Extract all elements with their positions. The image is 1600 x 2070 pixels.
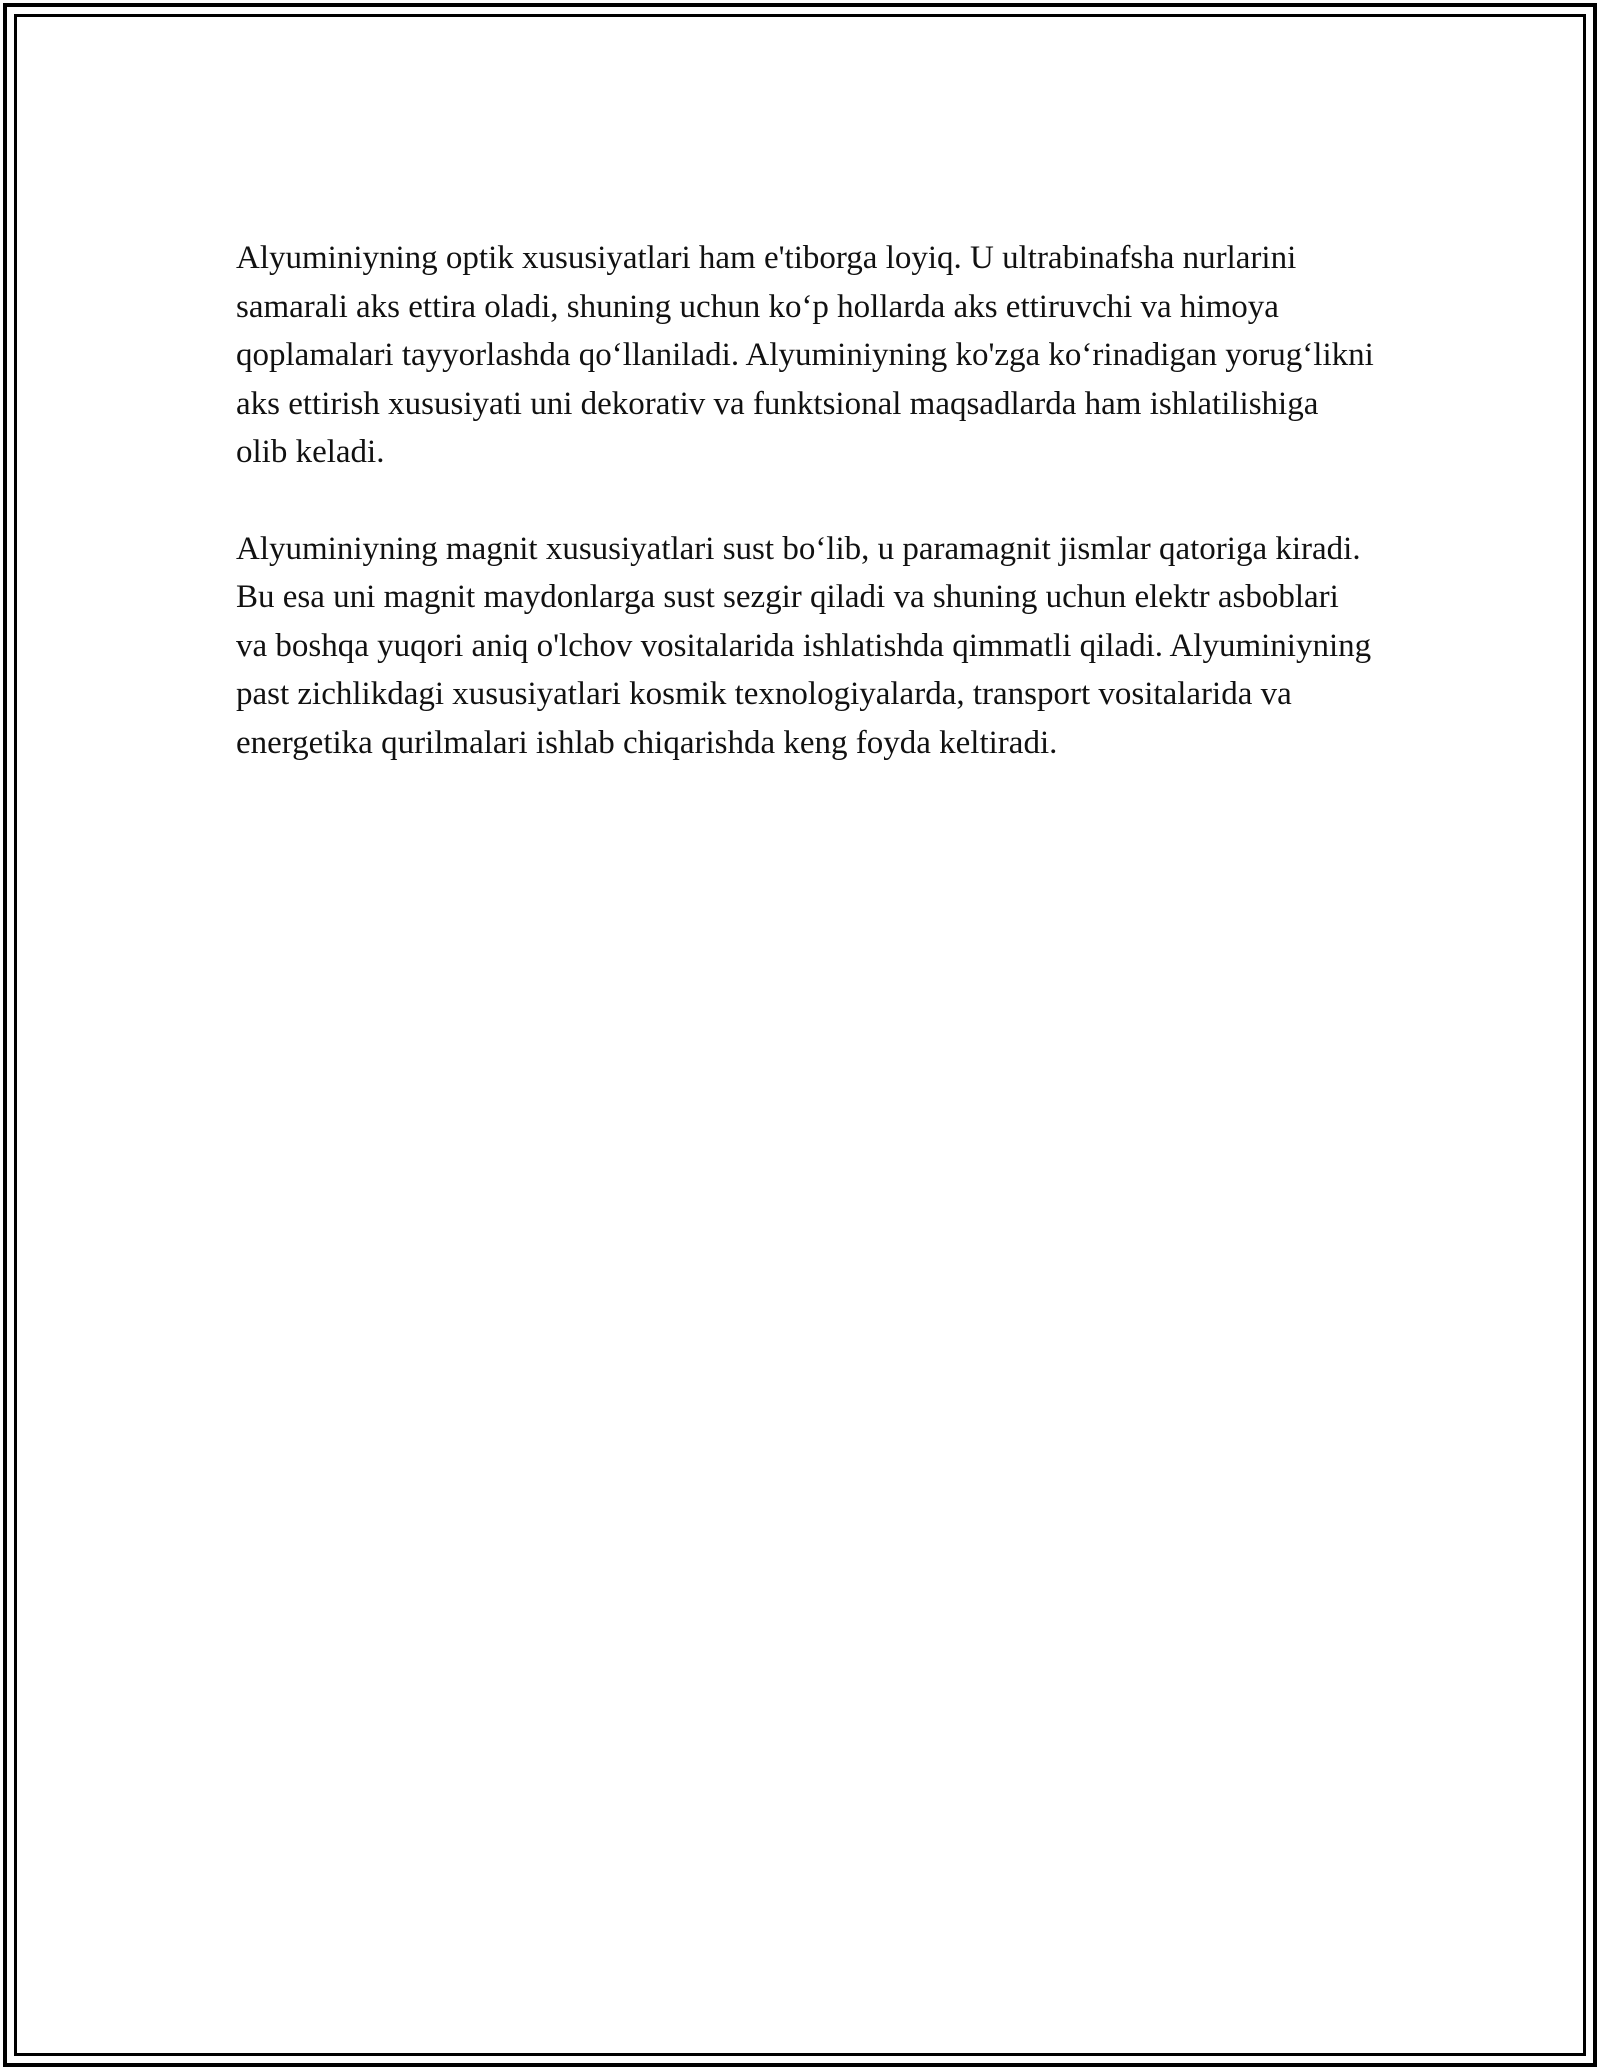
paragraph-optical-properties: Alyuminiyning optik xususiyatlari ham e'tiborga loyiq. U ultrabinafsha nurlarini samarali aks ettira oladi, shuning uchun ko‘p hollarda aks ettiruvchi va himoya qoplamalari tayyorlashda qo‘llaniladi. Alyuminiyning ko'zga ko‘rinadigan yorug‘likni aks ettirish xususiyati uni dekorativ va funktsional maqsadlarda ham ishlatilishiga olib keladi. [236,240,1374,470]
document-body [236,234,1376,815]
paragraph-magnetic-properties: Alyuminiyning magnit xususiyatlari sust bo‘lib, u paramagnit jismlar qatoriga kiradi. Bu esa uni magnit maydonlarga sust sezgir qiladi va shuning uchun elektr asboblari va boshqa yuqori aniq o'lchov vositalarida ishlatishda qimmatli qiladi. Alyuminiyning past zichlikdagi xususiyatlari kosmik texnologiyalarda, transport vositalarida va energetika qurilmalari ishlab chiqarishda keng foyda keltiradi. [236,530,1372,761]
